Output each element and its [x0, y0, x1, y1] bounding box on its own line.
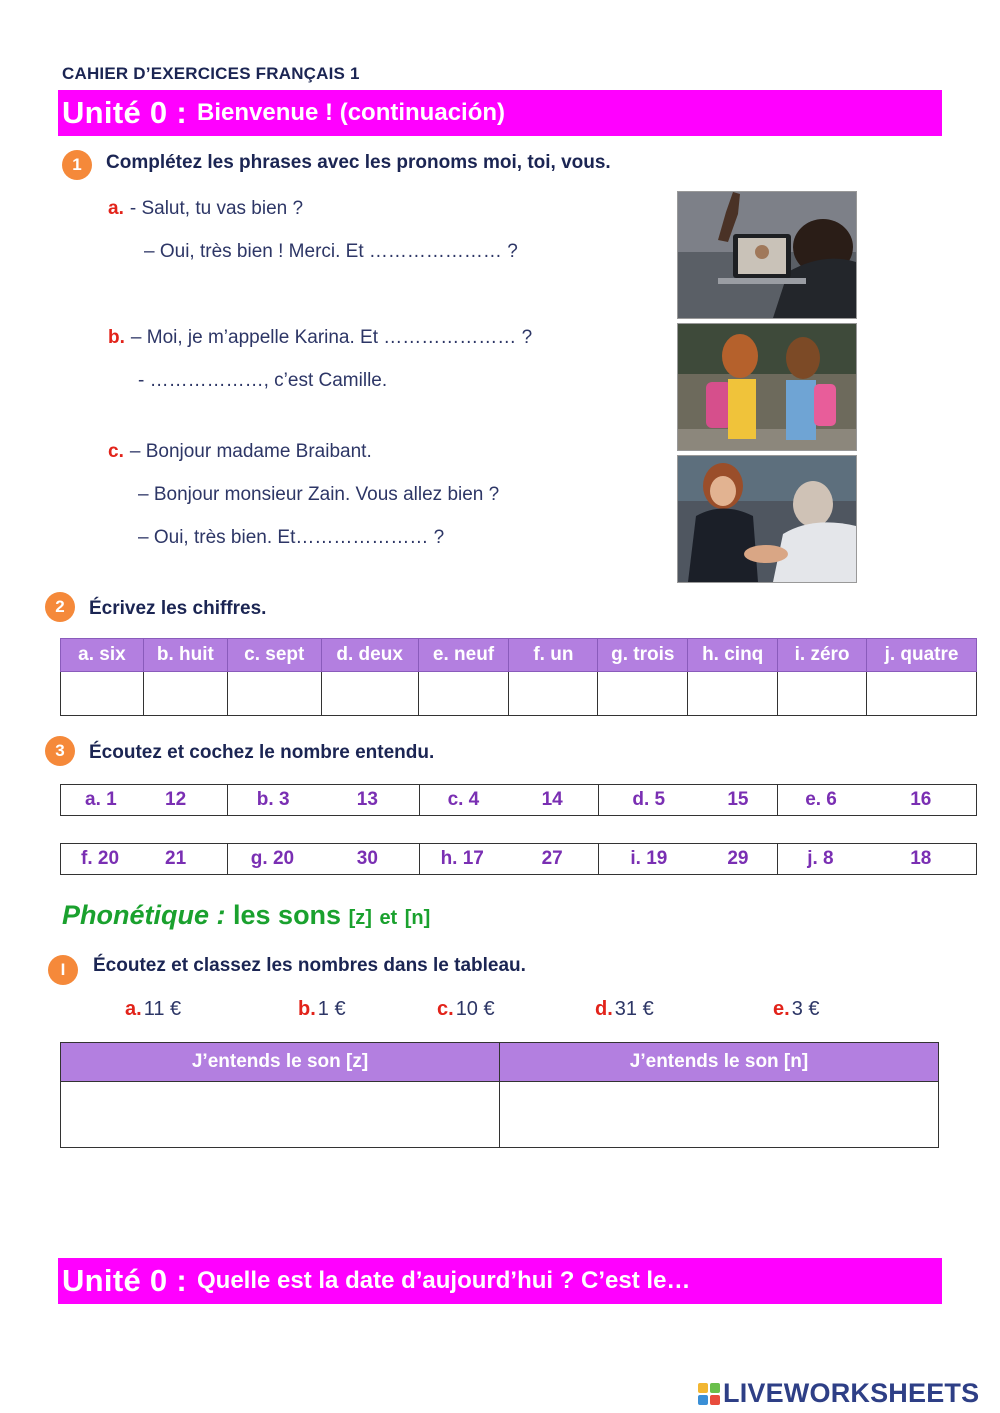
ex1-b-label: b.	[108, 327, 125, 348]
exercise-3-badge: 3	[45, 736, 75, 766]
number-option[interactable]: f. 20	[81, 848, 120, 869]
ex1-c-label: c.	[108, 441, 124, 462]
number-option[interactable]: g. 20	[250, 848, 295, 869]
phonetique-title: Phonétique : les sons [z] et [n]	[62, 900, 431, 930]
exercise-i-instruction: Écoutez et classez les nombres dans le tableau.	[93, 955, 526, 976]
unit-banner-date	[58, 1258, 942, 1304]
price-item: d. 31 €	[595, 998, 654, 1020]
price-item: e. 3 €	[773, 998, 820, 1020]
digits-header-cell: e. neuf	[418, 639, 509, 672]
digit-answer-cell[interactable]	[61, 672, 144, 716]
document-title: CAHIER D’EXERCICES FRANÇAIS 1	[62, 64, 360, 83]
number-option[interactable]: b. 3	[256, 789, 290, 810]
ex1-a-line1: a. - Salut, tu vas bien ?	[108, 198, 304, 219]
number-option[interactable]: 13	[356, 789, 378, 810]
number-option[interactable]: d. 5	[632, 789, 666, 810]
digits-header-cell: j. quatre	[867, 639, 977, 672]
digit-answer-cell[interactable]	[321, 672, 418, 716]
exercise-3-instruction: Écoutez et cochez le nombre entendu.	[89, 742, 435, 763]
photo-two-girls	[677, 323, 857, 451]
ex1-a-line2[interactable]: – Oui, très bien ! Merci. Et ………………… ?	[144, 241, 518, 262]
number-option[interactable]: 29	[727, 848, 749, 869]
number-option[interactable]: c. 4	[447, 789, 480, 810]
unit-prefix: Unité 0 :	[62, 1263, 187, 1298]
ex1-c-line2: – Bonjour monsieur Zain. Vous allez bien ?	[138, 484, 500, 505]
number-choice-cell[interactable]	[61, 844, 228, 875]
sound-z-answer-cell[interactable]	[61, 1082, 500, 1148]
digits-header-cell: d. deux	[321, 639, 418, 672]
number-choice-cell[interactable]	[61, 785, 228, 816]
exercise-2-instruction: Écrivez les chiffres.	[89, 598, 267, 619]
ex1-b-line1[interactable]: b. – Moi, je m’appelle Karina. Et ………………… ?	[108, 327, 533, 348]
number-option[interactable]: i. 19	[630, 848, 668, 869]
digits-header-cell: g. trois	[598, 639, 688, 672]
digit-answer-cell[interactable]	[688, 672, 778, 716]
number-choice-cell[interactable]	[599, 785, 778, 816]
number-option[interactable]: 30	[356, 848, 378, 869]
sound-n-answer-cell[interactable]	[500, 1082, 939, 1148]
digit-answer-cell[interactable]	[867, 672, 977, 716]
liveworksheets-logo-icon	[698, 1383, 720, 1405]
photo-handshake	[677, 455, 857, 583]
sounds-table	[60, 1042, 939, 1148]
number-choice-cell[interactable]	[227, 785, 419, 816]
price-item: b. 1 €	[298, 998, 346, 1020]
numbers-table-1	[60, 784, 977, 816]
sound-z-header: J’entends le son [z]	[61, 1043, 500, 1082]
ex1-b-line2[interactable]: - ………………, c’est Camille.	[138, 370, 388, 391]
ex1-c-line1: c. – Bonjour madame Braibant.	[108, 441, 372, 462]
digit-answer-cell[interactable]	[418, 672, 509, 716]
number-option[interactable]: h. 17	[440, 848, 484, 869]
price-item: c. 10 €	[437, 998, 495, 1020]
number-option[interactable]: 15	[727, 789, 749, 810]
price-item: a. 11 €	[125, 998, 182, 1020]
photo-video-call	[677, 191, 857, 319]
digit-answer-cell[interactable]	[143, 672, 227, 716]
unit-banner-bienvenue	[58, 90, 942, 136]
digits-header-cell: i. zéro	[778, 639, 867, 672]
exercise-1-instruction: Complétez les phrases avec les pronoms moi, toi, vous.	[106, 152, 611, 173]
digits-header-cell: f. un	[509, 639, 598, 672]
brand-name: LIVEWORKSHEETS	[723, 1378, 980, 1408]
exercise-2-badge: 2	[45, 592, 75, 622]
digits-header-cell: b. huit	[143, 639, 227, 672]
number-choice-cell[interactable]	[227, 844, 419, 875]
number-choice-cell[interactable]	[599, 844, 778, 875]
liveworksheets-brand	[698, 1378, 979, 1409]
exercise-i-badge: I	[48, 955, 78, 985]
number-option[interactable]: 21	[165, 848, 187, 869]
number-option[interactable]: 27	[541, 848, 563, 869]
digit-answer-cell[interactable]	[227, 672, 321, 716]
unit-title: Bienvenue ! (continuación)	[197, 99, 506, 126]
number-option[interactable]: j. 8	[807, 848, 834, 869]
digits-table	[60, 638, 977, 716]
number-choice-cell[interactable]	[778, 844, 977, 875]
digit-answer-cell[interactable]	[509, 672, 598, 716]
number-option[interactable]: 16	[910, 789, 932, 810]
number-choice-cell[interactable]	[419, 785, 599, 816]
number-option[interactable]: 12	[165, 789, 187, 810]
unit-title: Quelle est la date d’aujourd’hui ? C’est le…	[197, 1267, 691, 1294]
number-option[interactable]: a. 1	[85, 789, 117, 810]
digits-header-cell: c. sept	[227, 639, 321, 672]
ex1-c-line3[interactable]: – Oui, très bien. Et………………… ?	[138, 527, 445, 548]
unit-prefix: Unité 0 :	[62, 95, 187, 130]
number-option[interactable]: 18	[910, 848, 932, 869]
numbers-table-2	[60, 843, 977, 875]
digits-header-cell: a. six	[61, 639, 144, 672]
digit-answer-cell[interactable]	[778, 672, 867, 716]
sound-n-header: J’entends le son [n]	[500, 1043, 939, 1082]
exercise-1-badge: 1	[62, 150, 92, 180]
number-option[interactable]: e. 6	[805, 789, 837, 810]
number-choice-cell[interactable]	[419, 844, 599, 875]
number-choice-cell[interactable]	[778, 785, 977, 816]
number-option[interactable]: 14	[541, 789, 563, 810]
ex1-a-label: a.	[108, 198, 124, 219]
digit-answer-cell[interactable]	[598, 672, 688, 716]
digits-header-cell: h. cinq	[688, 639, 778, 672]
